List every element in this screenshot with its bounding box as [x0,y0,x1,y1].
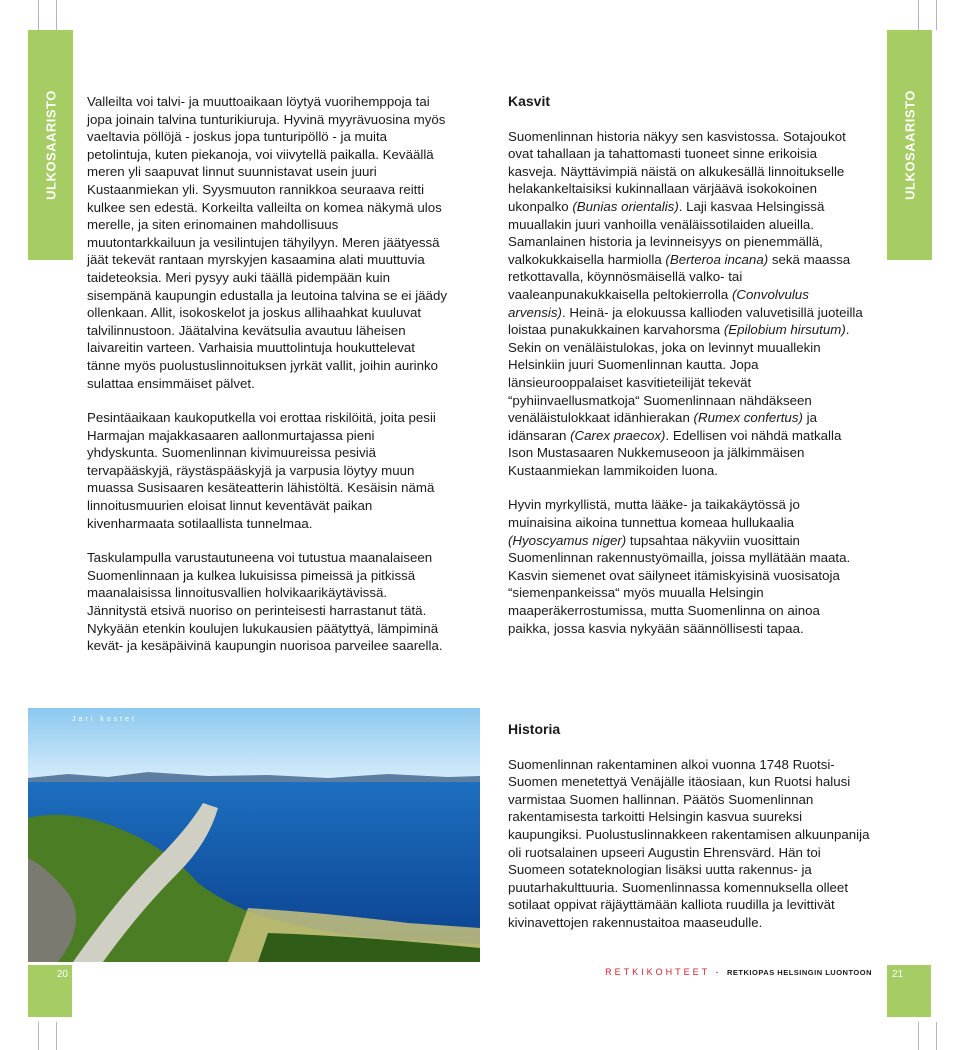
page-number-left-box [28,965,72,1017]
kasvit-paragraph-2 [508,496,863,637]
species-name: (Bunias orientalis) [572,198,679,214]
side-tab-right [887,30,932,260]
text-run: . Laji kasvaa Helsingissä muuallakin juuri vanhoilla venäläissotilaiden alueilla. Samanlainen historia ja levinneisyys on pienemmällä, valkokukkaisella harmiolla [508,198,825,267]
text-run: ja idänsaran [508,410,817,443]
running-footer [605,967,872,977]
side-label-left: ULKOSAARISTO [43,90,58,200]
side-tab-left [28,30,73,260]
species-name: (Rumex confertus) [693,410,803,426]
page-number-right: 21 [892,969,904,980]
kasvit-section [508,93,863,654]
photo-illustration [28,708,480,962]
crop-mark-top-right [918,0,919,30]
historia-paragraph: Suomenlinnan rakentaminen alkoi vuonna 1748 Ruotsi-Suomen menetettyä Venäjälle itäosiaan, kun Ruotsi halusi varmistaa Suomen hallinnan. Päätös Suomenlinnan rakentamisesta tarkoitti Helsingin kasvua suureksi kaupungiksi. Puolustuslinnakkeen rakentamisen alkuunpanija oli ruotsalainen upseeri Augustin Ehrensvärd. Hän toi Suomeen sotateknologian lisäksi uutta rakennus- ja puutarhakulttuuria. Suomenlinnassa komennuksella olleet sotilaat oppivat räjäyttämään kalliota ruudilla ja levittivät kivinavettojen rakennustaitoa maaseudulle. [508,756,870,930]
kasvit-heading: Kasvit [508,93,551,109]
kasvit-paragraph-1 [508,128,863,480]
running-subtitle: RETKIOPAS HELSINGIN LUONTOON [727,968,872,977]
page-number-left: 20 [56,969,68,980]
running-separator: - [715,967,722,977]
crop-mark-top-left-2 [56,0,57,30]
species-name: (Hyoscyamus niger) [508,532,627,548]
crop-mark-bottom-right-2 [936,1022,937,1050]
historia-section [508,721,870,949]
photo-credit: Jari kostet [72,716,137,723]
text-run: . Edellisen voi nähdä matkalla Ison Mustasaaren Nukkemuseoon ja jälkimmäisen Kustaanmiekan lammikoiden luona. [508,427,842,478]
crop-mark-bottom-right [918,1022,919,1050]
crop-mark-bottom-left [38,1022,39,1050]
crop-mark-bottom-left-2 [56,1022,57,1050]
species-name: (Convolvulus arvensis) [508,286,809,320]
text-run: . Heinä- ja elokuussa kallioden valuvetisillä juoteilla loistaa punakukkainen karvahorsma [508,304,863,338]
coastal-photo [28,708,480,962]
text-run: sekä maassa retkottavalla, köynnösmäisellä valko- tai vaaleanpunakukkaisella peltokierrolla [508,251,851,302]
crop-mark-top-left [38,0,39,30]
species-name: (Berteroa incana) [665,251,769,267]
left-column [87,93,447,672]
side-label-right: ULKOSAARISTO [902,90,917,200]
left-paragraph-2: Pesintäaikaan kaukoputkella voi erottaa riskilöitä, joita pesii Harmajan majakkasaaren aallonmurtajassa pieni yhdyskunta. Suomenlinnan kivimuureissa pesiviä tervapääskyjä, räystäspääskyjä ja varpusia löytyy muun muassa Susisaaren kesäteatterin lähistöltä. Kesäisin nämä linnoitusmuurien eloisat linnut keventävät paikan kivenharmaata sotilaallista tunnelmaa. [87,410,436,531]
text-run: . Sekin on venäläistulokas, joka on levinnyt muuallekin Helsinkiin juuri Suomenlinnan kautta. Jopa länsieurooppalaiset kasvitieteilijät tekevät “pyhiinvaellusmatkoja“ Suomenlinnaan nähdäkseen venäläistulokkaat idänhierakan [508,322,850,426]
species-name: (Carex praecox) [570,427,666,443]
text-run: Suomenlinnan historia näkyy sen kasvistossa. Sotajoukot ovat tahallaan ja tahattomasti tuoneet sinne erikoisia kasveja. Näyttävimpiä näistä on alkukesällä linnoitukselle helakankeltaisiksi kukinnallaan värjäävä isokokoinen ukonpalko [508,128,846,214]
left-paragraph-3: Taskulampulla varustautuneena voi tutustua maanalaiseen Suomenlinnaan ja kulkea lukuisissa pimeissä ja pitkissä maanalaisissa linnoitusvallien holvikaarikäytävissä. Jännitystä etsivä nuoriso on perinteisesti harrastanut tätä. Nykyään etenkin koulujen lukukausien päätyttyä, lämpiminä kevät- ja kesäpäivinä kaupungin nuorisoa parveilee saarella. [87,550,443,654]
text-run: tupsahtaa näkyviin vuosittain Suomenlinnan rakennustyömailla, joissa myllätään maata. Kasvin siemenet ovat säilyneet itämiskyisinä vuosisatoja “siemenpankeissa“ myös muualla Helsingin maaperäkerrostumissa, mutta Suomenlinna on ainoa paikka, jossa kasvia nykyään säännöllisesti tapaa. [508,532,851,636]
running-title: RETKIKOHTEET [605,967,710,977]
crop-mark-top-right-2 [936,0,937,30]
text-run: Hyvin myrkyllistä, mutta lääke- ja taikakäytössä jo muinaisina aikoina tunnettua komeaa hullukaalia [508,497,800,531]
historia-heading: Historia [508,721,561,737]
species-name: (Epilobium hirsutum) [723,322,846,338]
left-paragraph-1: Valleilta voi talvi- ja muuttoaikaan löytyä vuorihemppoja tai jopa joinain talvina tunturikiuruja. Hyvinä myyrävuosina myös vaeltavia pöllöjä - joskus jopa tunturipöllö - ja muita petolintuja, kuten piekanoja, voi viivytellä paikalla. Keväällä meren yli saapuvat linnut suunnistavat usein juuri Kustaanmiekan yli. Syysmuuton rannikkoa seuraava reitti kulkee sen edestä. Korkeilta valleilta on komea näkymä ulos merelle, ja siten erinomainen mahdollisuus muutontarkkailuun ja vesilintujen tähyilyyn. Meren jäätyessä jäät tekevät rantaan myrskyjen kasaamina alati muuttuvia taideteoksia. Meri pysyy auki täällä pidempään kuin sisempänä kaupungin edustalla ja leutoina talvina se ei jäädy ollenkaan. Allit, isokoskelot ja joskus allihaahkat kuuluvat talvilinnustoon. Jäätalvina kevätsulia avautuu läheisen laivareitin varteen. Varhaisia muuttolintuja houkuttelevat tänne myös puolustuslinnoituksen jyrkät vallit, joihin aurinko sulattaa ensimmäiset pälvet. [87,94,447,391]
page-number-right-box [887,965,931,1017]
